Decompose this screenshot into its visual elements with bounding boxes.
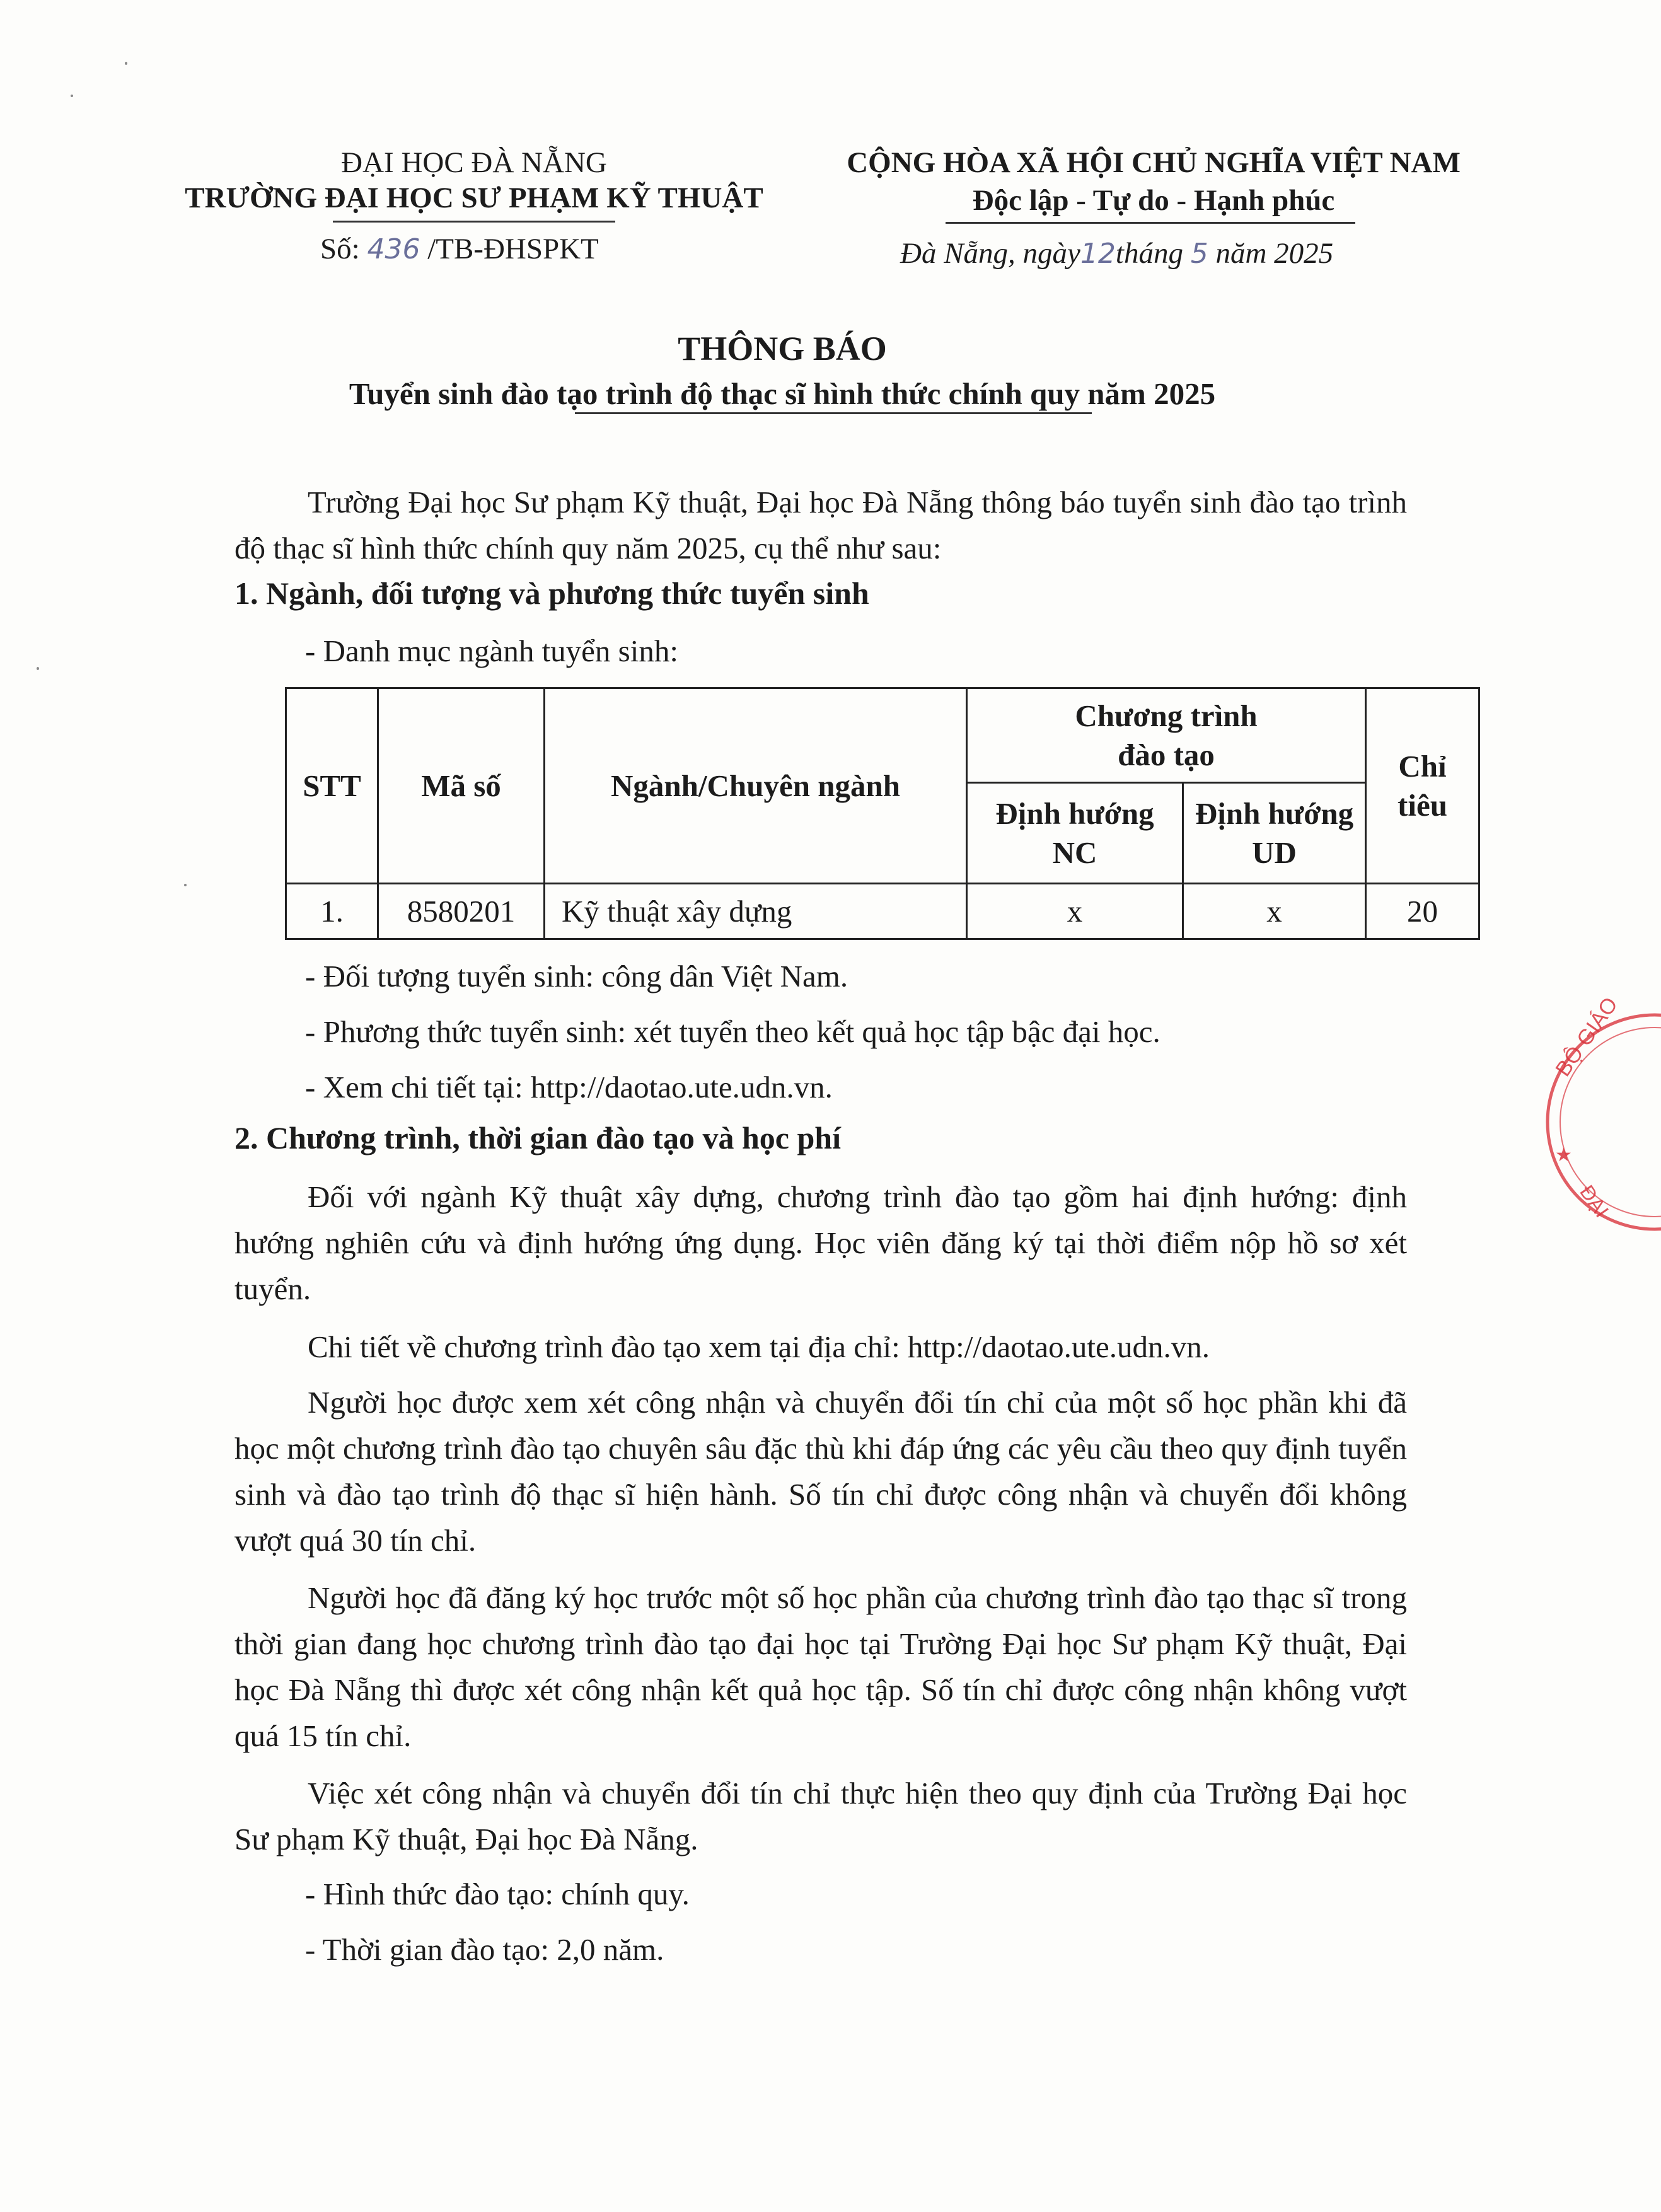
header-nc-line1: Định hướng: [995, 796, 1154, 831]
scan-speck: [184, 884, 187, 886]
org-underline: [333, 221, 615, 223]
header-code: Mã số: [378, 688, 545, 884]
date-line: [900, 235, 1333, 273]
cell-quota: 20: [1366, 884, 1479, 939]
number-handwritten: 436: [367, 233, 420, 265]
org-line2: TRƯỜNG ĐẠI HỌC SƯ PHẠM KỸ THUẬT: [185, 182, 763, 214]
number-prefix: Số:: [320, 233, 360, 265]
stamp-text-top: BỘ GIÁO: [1551, 993, 1623, 1081]
header-nc-line2: NC: [1052, 835, 1097, 870]
majors-table: [285, 687, 1480, 940]
scan-speck: [125, 62, 127, 65]
major-list-label: - Danh mục ngành tuyển sinh:: [305, 634, 678, 668]
date-place: Đà Nẵng, ngày: [900, 237, 1080, 270]
org-line1: ĐẠI HỌC ĐÀ NẴNG: [341, 146, 607, 179]
header-nc: [967, 783, 1183, 884]
bullet-form: - Hình thức đào tạo: chính quy.: [305, 1877, 690, 1911]
header-ud-line2: UD: [1252, 835, 1297, 870]
stamp-star-icon: ★: [1555, 1144, 1572, 1166]
intro-paragraph: Trường Đại học Sư phạm Kỹ thuật, Đại học Đà Nẵng thông báo tuyển sinh đào tạo trình độ thạc sĩ hình thức chính quy năm 2025, cụ thể như sau:: [234, 485, 1407, 565]
nation-title: CỘNG HÒA XÃ HỘI CHỦ NGHĨA VIỆT NAM: [847, 146, 1461, 179]
header-major: Ngành/Chuyên ngành: [545, 688, 967, 884]
document-title: THÔNG BÁO: [678, 330, 887, 368]
bullet-target: - Đối tượng tuyển sinh: công dân Việt Nam.: [305, 959, 848, 993]
header-quota-line1: Chỉ: [1398, 748, 1447, 784]
section2-heading: 2. Chương trình, thời gian đào tạo và học phí: [234, 1120, 841, 1155]
section2-paragraph1: Đối với ngành Kỹ thuật xây dựng, chương trình đào tạo gồm hai định hướng: định hướng nghiên cứu và định hướng ứng dụng. Học viên đăng ký tại thời điểm nộp hồ sơ xét tuyển.: [234, 1179, 1407, 1306]
document-subtitle: Tuyển sinh đào tạo trình độ thạc sĩ hình thức chính quy năm 2025: [349, 376, 1216, 411]
bullet-detail: - Xem chi tiết tại: http://daotao.ute.udn.vn.: [305, 1070, 833, 1104]
cell-code: 8580201: [378, 884, 545, 939]
cell-ud: x: [1183, 884, 1366, 939]
section1-heading: 1. Ngành, đối tượng và phương thức tuyển sinh: [234, 576, 869, 611]
subtitle-underline: [575, 412, 1092, 414]
header-ud: [1183, 783, 1366, 884]
section2-paragraph2: Chi tiết về chương trình đào tạo xem tại địa chỉ: http://daotao.ute.udn.vn.: [308, 1329, 1210, 1364]
header-quota: [1366, 688, 1479, 884]
official-stamp: [1472, 993, 1661, 1261]
cell-nc: x: [967, 884, 1183, 939]
scan-speck: [71, 95, 73, 97]
stamp-text-side: ĐẠI: [1575, 1181, 1614, 1222]
cell-stt: 1.: [286, 884, 378, 939]
scan-speck: [37, 667, 39, 670]
section2-paragraph5: Việc xét công nhận và chuyển đổi tín chỉ thực hiện theo quy định của Trường Đại học Sư phạm Kỹ thuật, Đại học Đà Nẵng.: [234, 1776, 1407, 1856]
header-quota-line2: tiêu: [1398, 787, 1447, 823]
motto-underline: [946, 222, 1355, 224]
section2-paragraph4: Người học đã đăng ký học trước một số học phần của chương trình đào tạo thạc sĩ trong thời gian đang học chương trình đào tạo đại học tại Trường Đại học Sư phạm Kỹ thuật, Đại học Đà Nẵng thì được xét công nhận kết quả học tập. Số tín chỉ được công nhận không vượt quá 15 tín chỉ.: [234, 1580, 1407, 1753]
bullet-method: - Phương thức tuyển sinh: xét tuyển theo kết quả học tập bậc đại học.: [305, 1014, 1160, 1049]
header-program-line2: đào tạo: [1118, 737, 1215, 772]
document-number: [320, 230, 599, 269]
date-day: 12: [1080, 238, 1116, 270]
header-ud-line1: Định hướng: [1195, 796, 1354, 831]
header-program-line1: Chương trình: [1075, 698, 1258, 733]
table-row: [286, 884, 1479, 939]
date-month: 5: [1190, 238, 1208, 270]
bullet-duration: - Thời gian đào tạo: 2,0 năm.: [305, 1932, 664, 1967]
header-program: [967, 688, 1366, 783]
header-stt: STT: [286, 688, 378, 884]
date-month-label: tháng: [1115, 237, 1183, 270]
section2-paragraph3: Người học được xem xét công nhận và chuyển đổi tín chỉ của một số học phần khi đã học một chương trình đào tạo chuyên sâu đặc thù khi đáp ứng các yêu cầu theo quy định tuyển sinh và đào tạo trình độ thạc sĩ hiện hành. Số tín chỉ được công nhận và chuyển đổi không vượt quá 30 tín chỉ.: [234, 1385, 1407, 1558]
number-suffix: /TB-ĐHSPKT: [427, 233, 599, 265]
date-year: năm 2025: [1215, 237, 1334, 270]
motto: Độc lập - Tự do - Hạnh phúc: [972, 184, 1335, 217]
cell-major: Kỹ thuật xây dựng: [545, 884, 967, 939]
